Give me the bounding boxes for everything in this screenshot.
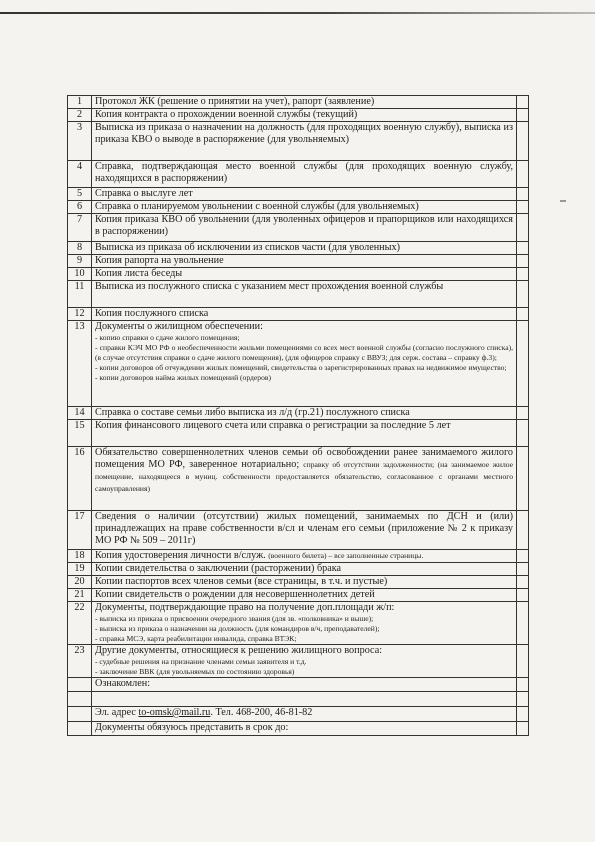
row-subitem: - копии договоров об отчуждении жилых помещений, свидетельства о зарегистрированных правах на недвижимое имущество; xyxy=(95,363,507,372)
row-text-cell xyxy=(92,281,517,308)
row-text: Документы, подтверждающие право на получение доп.площади ж/п: xyxy=(95,602,395,613)
row-text-cell xyxy=(92,511,517,550)
table-row xyxy=(68,645,529,678)
row-text: Другие документы, относящиеся к решению жилищного вопроса: xyxy=(95,645,383,656)
row-text: Копия контракта о прохождении военной службы (текущий) xyxy=(95,109,358,120)
row-text-cell xyxy=(92,420,517,447)
row-text: Сведения о наличии (отсутствии) жилых помещений, занимаемых по ДСН и (или) принадлежащих на праве собственности в/сл и членам его семьи (приложение № 2 к приказу МО РФ № 509 – 2011г) xyxy=(95,511,513,546)
row-number: 9 xyxy=(68,255,92,268)
table-row xyxy=(68,589,529,602)
row-text-cell xyxy=(92,188,517,201)
row-number: 13 xyxy=(68,321,92,407)
table-row xyxy=(68,308,529,321)
row-number: 17 xyxy=(68,511,92,550)
row-number: 5 xyxy=(68,188,92,201)
row-text: Копии свидетельств о рождении для несовершеннолетних детей xyxy=(95,589,375,600)
row-text: Выписка из приказа об исключении из списков части (для уволенных) xyxy=(95,242,400,253)
acquainted-label: Ознакомлен: xyxy=(92,678,517,692)
row-text: Копия финансового лицевого счета или справка о регистрации за последние 5 лет xyxy=(95,420,451,431)
contact-cell xyxy=(92,707,517,722)
row-text: Справка о планируемом увольнении с военной службы (для увольняемых) xyxy=(95,201,419,212)
row-text-cell xyxy=(92,589,517,602)
row-text-cell xyxy=(92,242,517,255)
row-text-cell xyxy=(92,268,517,281)
row-number: 1 xyxy=(68,96,92,109)
row-number: 15 xyxy=(68,420,92,447)
email-link[interactable]: to-omsk@mail.ru xyxy=(138,707,211,718)
row-number: 20 xyxy=(68,576,92,589)
row-text: Копия рапорта на увольнение xyxy=(95,255,224,266)
row-text: Копии паспортов всех членов семьи (все страницы, в т.ч. и пустые) xyxy=(95,576,388,587)
table-row xyxy=(68,281,529,308)
email-label: Эл. адрес xyxy=(95,707,136,718)
row-number: 12 xyxy=(68,308,92,321)
row-number: 3 xyxy=(68,122,92,161)
scan-top-line xyxy=(0,12,595,14)
row-text: Копия удостоверения личности в/служ. xyxy=(95,550,266,561)
table-row xyxy=(68,420,529,447)
row-text-cell xyxy=(92,563,517,576)
table-row xyxy=(68,255,529,268)
row-text: Копия листа беседы xyxy=(95,268,183,279)
row-text-cell xyxy=(92,407,517,420)
contact-row xyxy=(68,707,529,722)
row-text-cell xyxy=(92,214,517,242)
row-subitem: - копии договоров найма жилых помещений (ордеров) xyxy=(95,373,271,382)
row-number: 11 xyxy=(68,281,92,308)
row-number: 6 xyxy=(68,201,92,214)
row-subitem: - выписка из приказа о присвоении очередного звания (для зв. «полковника» и выше); xyxy=(95,614,374,623)
row-text-cell xyxy=(92,201,517,214)
row-text: Справка о составе семьи либо выписка из л/д (гр.21) послужного списка xyxy=(95,407,410,418)
row-text-cell xyxy=(92,255,517,268)
deadline-label: Документы обязуюсь представить в срок до: xyxy=(92,722,517,736)
row-text-cell xyxy=(92,447,517,511)
row-subitem: - судебные решения на признание членами семьи заявителя и т.д. xyxy=(95,657,307,666)
row-text-cell xyxy=(92,96,517,109)
row-number: 8 xyxy=(68,242,92,255)
row-text: Копия послужного списка xyxy=(95,308,209,319)
row-text: Копии свидетельства о заключении (расторжении) брака xyxy=(95,563,342,574)
table-row xyxy=(68,447,529,511)
table-row xyxy=(68,321,529,407)
row-text: Выписка из послужного списка с указанием мест прохождения военной службы xyxy=(95,281,444,292)
table-row xyxy=(68,242,529,255)
row-text-cell xyxy=(92,321,517,407)
table-row xyxy=(68,268,529,281)
table-row xyxy=(68,214,529,242)
row-text-cell xyxy=(92,645,517,678)
row-number: 4 xyxy=(68,161,92,188)
table-row xyxy=(68,576,529,589)
row-number: 18 xyxy=(68,550,92,563)
table-row xyxy=(68,161,529,188)
row-text: Справка, подтверждающая место военной службы (для проходящих военную службу, находящихся в распоряжении) xyxy=(95,161,513,184)
row-text-cell xyxy=(92,161,517,188)
row-number: 21 xyxy=(68,589,92,602)
row-note: справку об отсутствии задолженности; (на занимаемое жилое помещение, находящееся в муниц. собственности предоставляется обязательство, согласованное с органами местного самоуправления) xyxy=(95,460,513,493)
row-text-cell xyxy=(92,602,517,645)
row-subitem: - справки КЭЧ МО РФ о необеспеченности жильми помещениями со всех мест военной службы (согласно послужного списка), (в случае отсутствия справки о сдаче жилого помещения), (для офицеров справку с ВВУЗ; для серж. состава – справку ф.3); xyxy=(95,343,513,362)
row-text-cell xyxy=(92,576,517,589)
table-row xyxy=(68,201,529,214)
row-subitem: - копию справки о сдаче жилого помещения; xyxy=(95,333,240,342)
row-subitem: - заключение ВВК (для увольняемых по состоянию здоровья) xyxy=(95,667,295,676)
table-row xyxy=(68,109,529,122)
row-text: Обязательство совершеннолетних членов семьи об освобождении ранее занимаемого жилого помещения МО РФ, заверенное нотариально; xyxy=(95,447,513,470)
row-number: 23 xyxy=(68,645,92,678)
row-number: 14 xyxy=(68,407,92,420)
row-number: 16 xyxy=(68,447,92,511)
blank-row xyxy=(68,692,529,707)
row-text: Протокол ЖК (решение о принятии на учет), рапорт (заявление) xyxy=(95,96,375,107)
row-text-cell xyxy=(92,109,517,122)
table-row xyxy=(68,122,529,161)
row-text: Документы о жилищном обеспечении: xyxy=(95,321,263,332)
row-number: 19 xyxy=(68,563,92,576)
table-row xyxy=(68,96,529,109)
acquainted-row xyxy=(68,678,529,692)
row-subitem: - выписка из приказа о назначении на должность (для командиров в/ч, преподавателей); xyxy=(95,624,380,633)
row-text-cell xyxy=(92,122,517,161)
row-text-cell xyxy=(92,308,517,321)
deadline-row xyxy=(68,722,529,736)
row-text: Копия приказа КВО об увольнении (для уволенных офицеров и прапорщиков или находящихся в распоряжении) xyxy=(95,214,513,237)
row-note: (военного билета) – все заполненные страницы. xyxy=(268,551,424,560)
row-text: Справка о выслуге лет xyxy=(95,188,193,199)
table-row xyxy=(68,550,529,563)
row-number: 2 xyxy=(68,109,92,122)
row-text-cell xyxy=(92,550,517,563)
row-subitem: - справка МСЭ, карта реабилитации инвалида, справка ВТЭК; xyxy=(95,634,297,643)
table-row xyxy=(68,563,529,576)
table-row xyxy=(68,602,529,645)
table-row xyxy=(68,511,529,550)
row-number: 22 xyxy=(68,602,92,645)
row-text: Выписка из приказа о назначении на должность (для проходящих военную службу), выписка из приказа КВО о выводе в распоряжение (для увольняемых) xyxy=(95,122,513,145)
documents-table xyxy=(67,95,529,736)
phone-text: . Тел. 468-200, 46-81-82 xyxy=(210,707,313,718)
row-number: 10 xyxy=(68,268,92,281)
table-row xyxy=(68,407,529,420)
scan-margin-mark xyxy=(560,200,566,202)
table-row xyxy=(68,188,529,201)
row-number: 7 xyxy=(68,214,92,242)
